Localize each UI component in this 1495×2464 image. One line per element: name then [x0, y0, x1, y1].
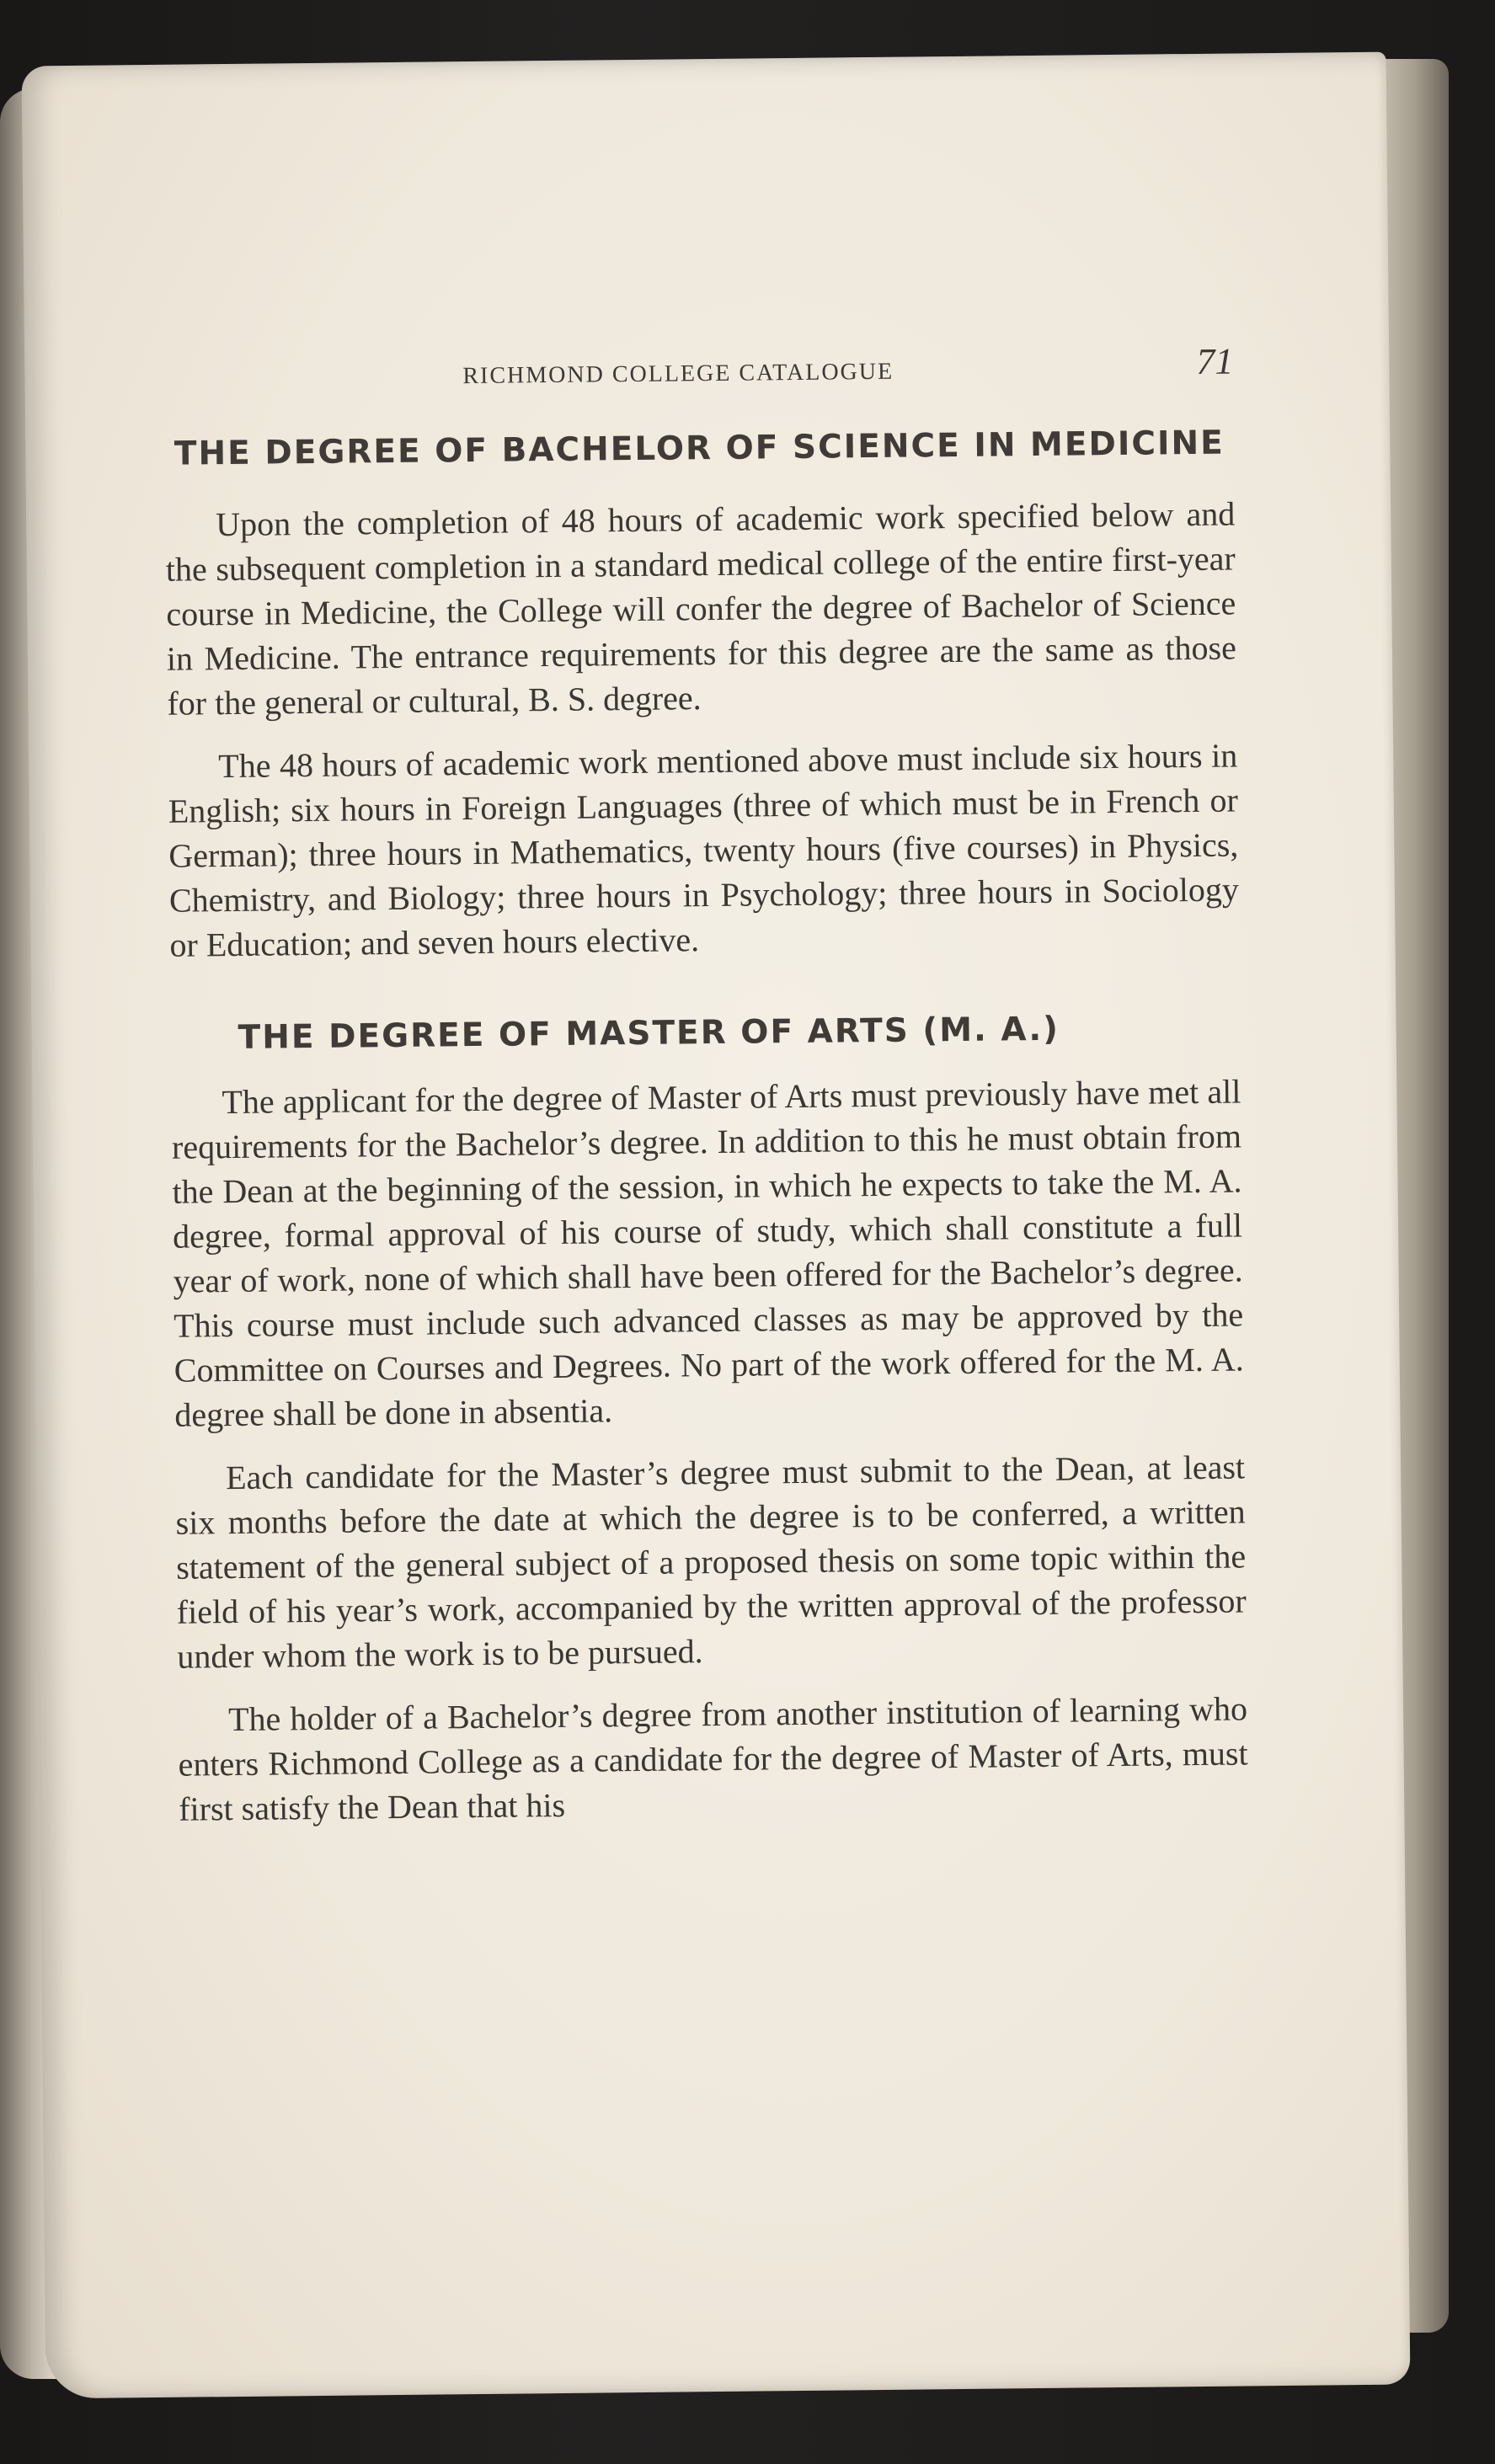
paragraph: The holder of a Bachelor’s degree from another institution of learning who enters Richmond College as a candidate for the degree of Master of Arts, must first satisfy the Dean that his	[178, 1689, 1248, 1828]
paragraph: The applicant for the degree of Master of Arts must previously have met all requirements for the Bachelor’s degree. In addition to this he must obtain from the Dean at the beginning of the session, in which he expects to take the M. A. degree, formal approval of his course of study, which shall constitute a full year of work, none of which shall have been offered for the Bachelor’s degree. This course must include such advanced classes as may be approved by the Committee on Courses and Degrees. No part of the work offered for the M. A. degree shall be done in absentia.	[171, 1072, 1244, 1434]
paragraph: The 48 hours of academic work mentioned above must include six hours in English; six hours in Foreign Languages (three of which must be in French or German); three hours in Mathematics, twenty hours (five courses) in Physics, Chemistry, and Biology; three hours in Psychology; three hours in Sociology or Education; and seven hours elective.	[168, 736, 1240, 964]
page-content	[163, 340, 1249, 1850]
running-title: RICHMOND COLLEGE CATALOGUE	[462, 358, 894, 390]
section-master-of-arts	[170, 1005, 1248, 1831]
section-heading: THE DEGREE OF BACHELOR OF SCIENCE IN MEDICINE	[174, 424, 1225, 473]
running-head	[163, 340, 1234, 402]
paragraph: Each candidate for the Master’s degree must submit to the Dean, at least six months before the date at which the degree is to be conferred, a written statement of the general subject of a proposed thesis on some topic within the field of his year’s work, accompanied by the written approval of the professor under whom the work is to be pursued.	[175, 1448, 1247, 1676]
catalogue-page	[22, 52, 1411, 2399]
page-number: 71	[1196, 340, 1234, 382]
section-bachelor-science-medicine	[164, 421, 1240, 968]
paragraph: Upon the completion of 48 hours of academic work specified below and the subsequent completion in a standard medical college of the entire first-year course in Medicine, the College will confer the degree of Bachelor of Science in Medicine. The entrance requirements for this degree are the same as those for the general or cultural, B. S. degree.	[165, 494, 1237, 723]
section-heading: THE DEGREE OF MASTER OF ARTS (M. A.)	[238, 1010, 1060, 1057]
